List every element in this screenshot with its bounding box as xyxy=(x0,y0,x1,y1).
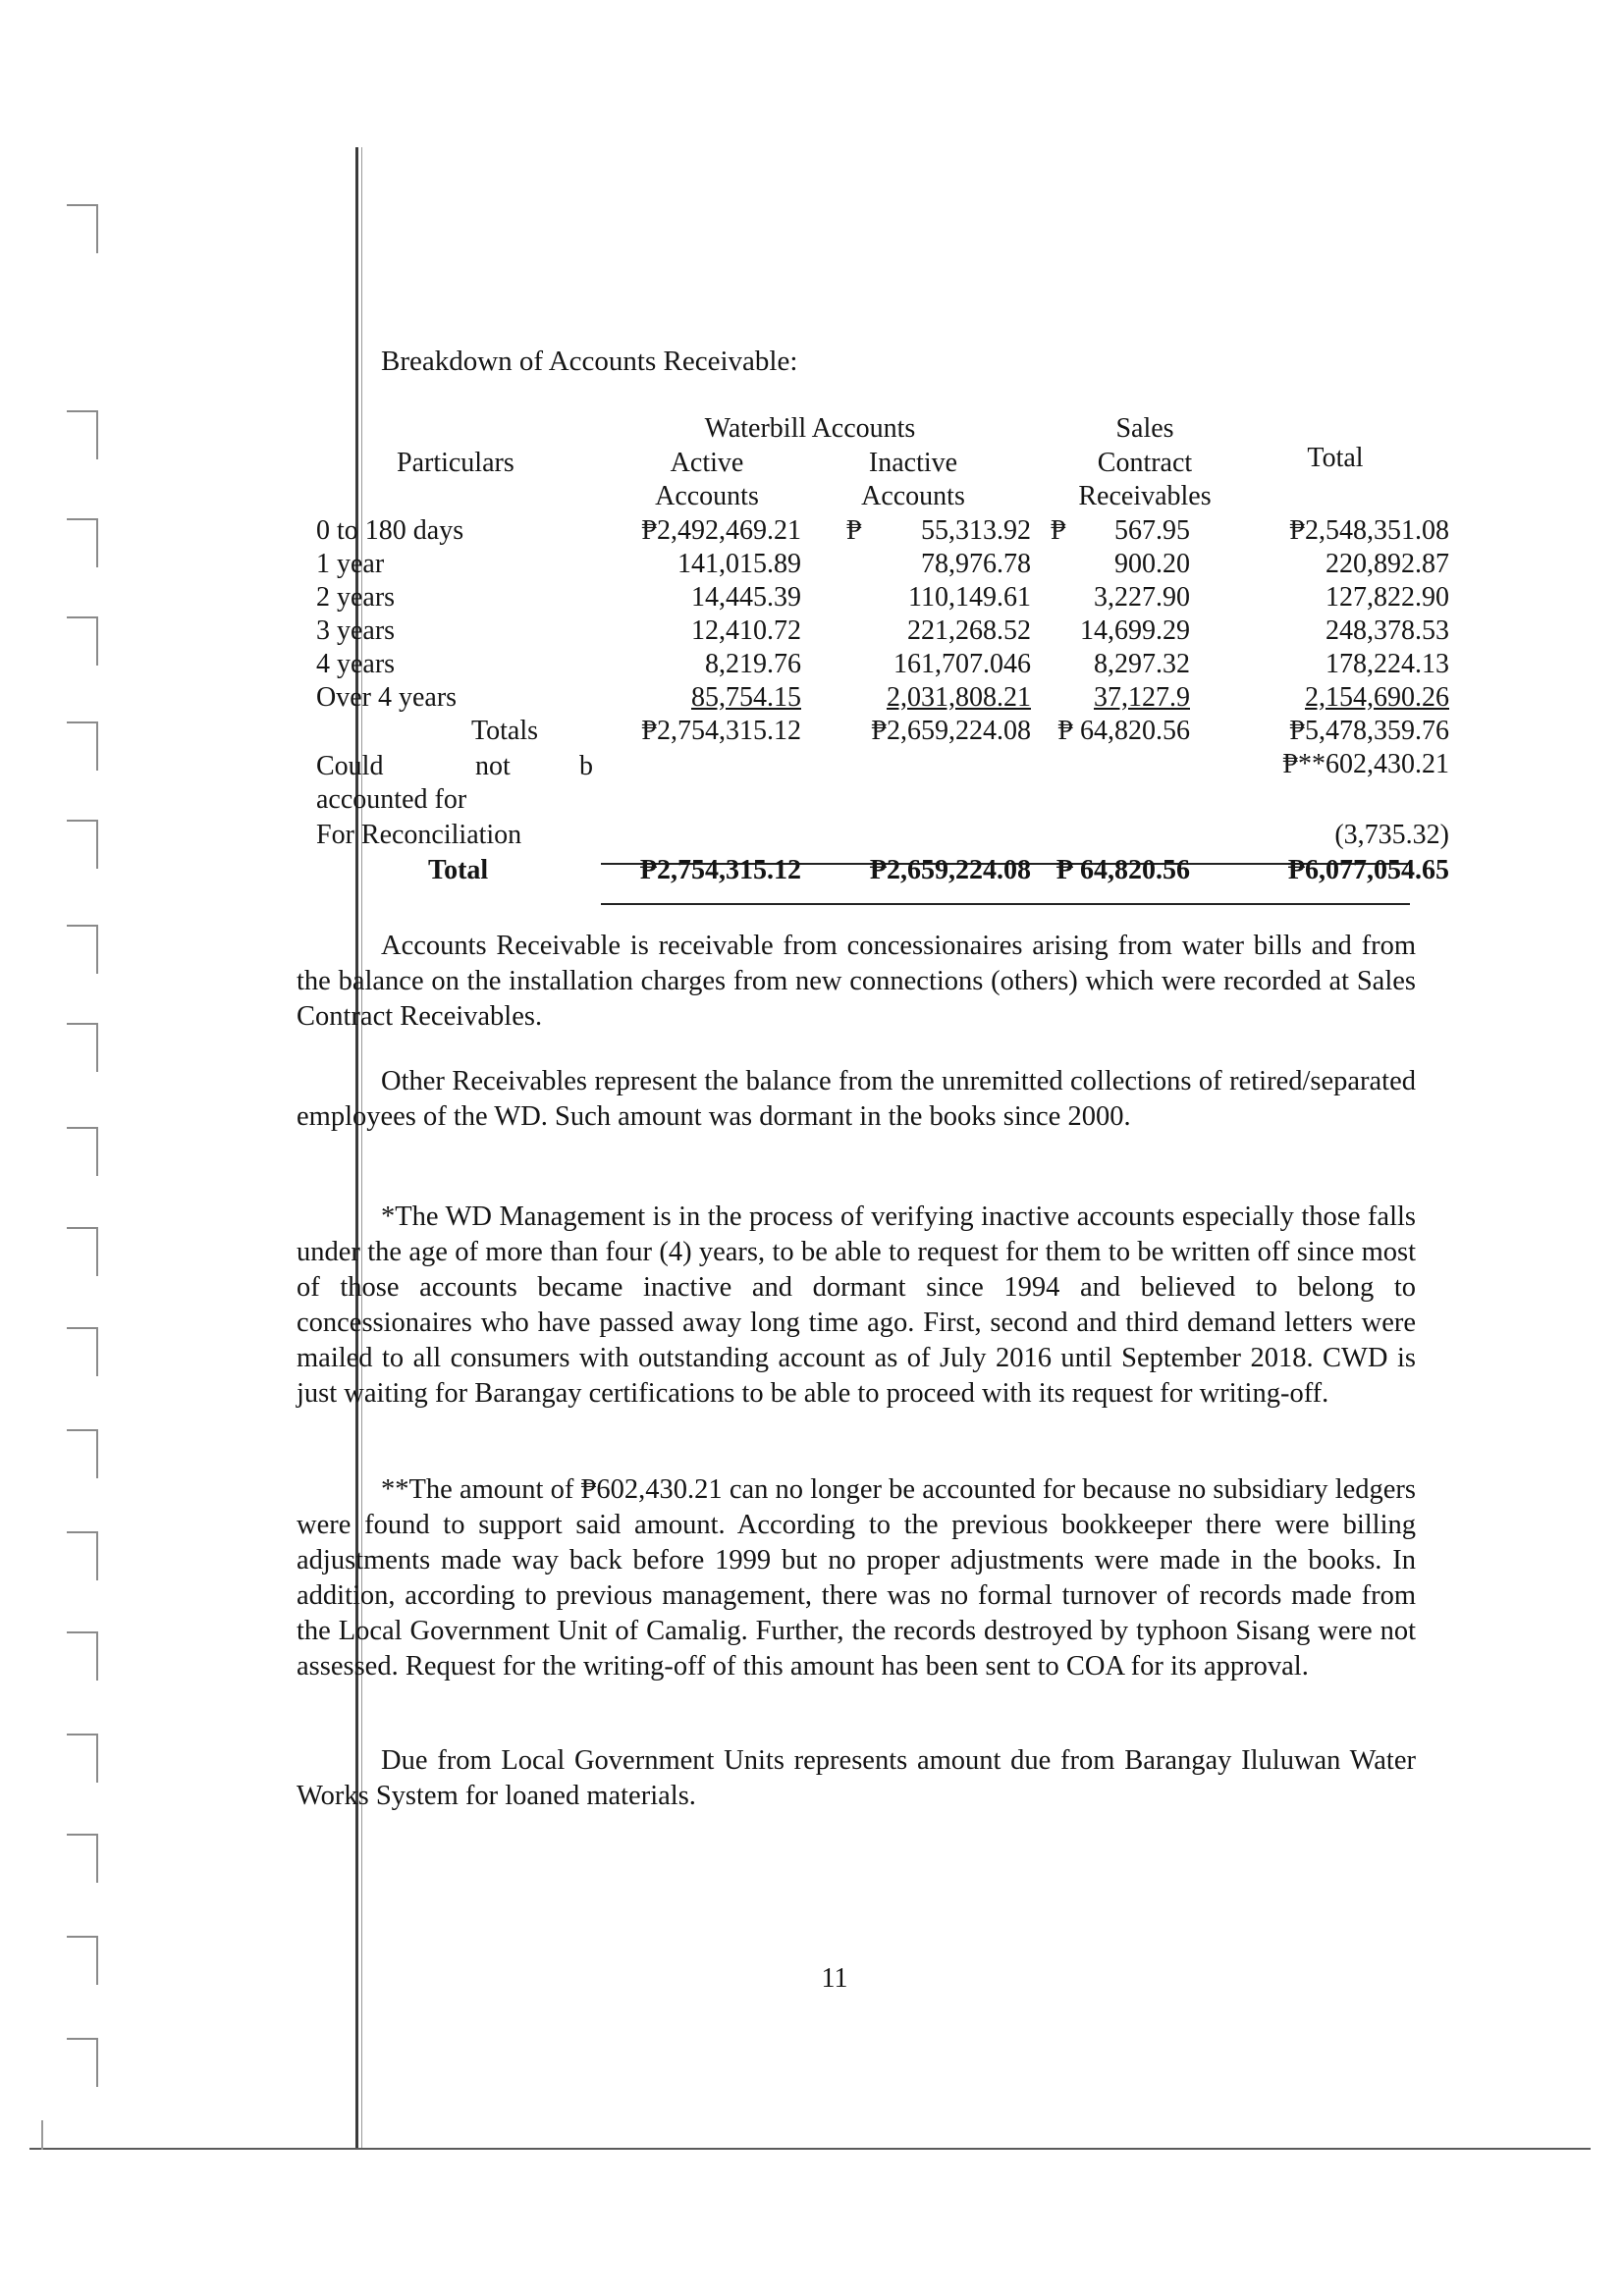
reconciliation-label: For Reconciliation xyxy=(316,820,522,850)
binder-mark xyxy=(67,1631,98,1681)
cell-total: 178,224.13 xyxy=(1325,649,1449,679)
binder-mark xyxy=(67,1936,98,1985)
cell-inactive: 221,268.52 xyxy=(907,615,1031,646)
paragraph-text: Accounts Receivable is receivable from concessionaires arising from water bills and from the balance on the installation charges from new connections (others) which were recorded at Sales Contract Receivables. xyxy=(297,931,1416,1032)
paragraph xyxy=(297,1472,1416,1684)
header-inactive-1: Inactive xyxy=(868,448,958,478)
binder-mark xyxy=(67,1429,98,1478)
cell-active: 8,219.76 xyxy=(705,649,801,679)
cell-sales: 900.20 xyxy=(1114,549,1190,579)
binder-mark xyxy=(67,204,98,253)
paragraph xyxy=(297,1200,1416,1412)
binder-mark xyxy=(67,1023,98,1072)
could-not-value: ₱**602,430.21 xyxy=(1282,749,1449,779)
binder-mark xyxy=(67,616,98,666)
cell-sales: 37,127.9 xyxy=(1094,682,1190,713)
scan-tick xyxy=(41,2120,43,2150)
peso-sign: ₱ xyxy=(846,515,862,546)
cell-total: 220,892.87 xyxy=(1325,549,1449,579)
could-not-label-b: not xyxy=(475,751,511,781)
binder-mark xyxy=(67,1327,98,1376)
cell-inactive: 78,976.78 xyxy=(921,549,1031,579)
section-heading: Breakdown of Accounts Receivable: xyxy=(381,346,798,377)
paragraph xyxy=(297,1743,1416,1814)
cell-active: ₱2,492,469.21 xyxy=(641,515,801,546)
binder-mark xyxy=(67,1734,98,1783)
binder-mark xyxy=(67,518,98,567)
cell-inactive: 161,707.046 xyxy=(893,649,1031,679)
scan-margin-line xyxy=(361,147,362,2150)
row-label: 4 years xyxy=(316,649,396,679)
could-not-label-d: accounted for xyxy=(316,784,467,815)
paragraph-text: Due from Local Government Units represents amount due from Barangay Iluluwan Water Works System for loaned materials. xyxy=(297,1745,1416,1811)
grand-total-inactive: ₱2,659,224.08 xyxy=(869,855,1031,885)
cell-total: 2,154,690.26 xyxy=(1305,682,1449,713)
totals-label: Totals xyxy=(471,716,539,746)
header-active-2: Accounts xyxy=(655,481,759,511)
binder-mark xyxy=(67,410,98,459)
scan-bottom-line xyxy=(29,2148,1591,2150)
row-label: 0 to 180 days xyxy=(316,515,464,546)
cell-total: 127,822.90 xyxy=(1325,582,1449,613)
totals-sales: ₱ 64,820.56 xyxy=(1057,716,1190,746)
header-sales-3: Receivables xyxy=(1078,481,1212,511)
cell-active: 85,754.15 xyxy=(691,682,801,713)
cell-total: ₱2,548,351.08 xyxy=(1289,515,1449,546)
binder-mark xyxy=(67,1531,98,1580)
total-rule-bottom xyxy=(601,903,1410,905)
grand-total-active: ₱2,754,315.12 xyxy=(639,855,801,885)
grand-total-sales: ₱ 64,820.56 xyxy=(1055,855,1190,885)
paragraph xyxy=(297,929,1416,1035)
header-sales-2: Contract xyxy=(1097,448,1193,478)
cell-sales: 3,227.90 xyxy=(1094,582,1190,613)
cell-sales: 14,699.29 xyxy=(1080,615,1190,646)
row-label: Over 4 years xyxy=(316,682,458,713)
header-particulars: Particulars xyxy=(397,448,514,478)
paragraph-text: **The amount of ₱602,430.21 can no longer be accounted for because no subsidiary ledgers were found to support said amount. According to the previous bookkeeper there were billing adjustments made way back before 1999 but no proper adjustments were made in the books. In addition, according to previous management, there was no formal turnover of records made from the Local Government Unit of Camalig. Further, the records destroyed by typhoon Sisang were not assessed. Request for the writing-off of this amount has been sent to COA for its approval. xyxy=(297,1474,1416,1682)
peso-sign: ₱ xyxy=(1051,515,1066,546)
binder-mark xyxy=(67,925,98,974)
cell-inactive: 55,313.92 xyxy=(921,515,1031,546)
binder-mark xyxy=(67,1127,98,1176)
header-inactive-2: Accounts xyxy=(861,481,965,511)
cell-sales: 567.95 xyxy=(1114,515,1190,546)
cell-active: 141,015.89 xyxy=(677,549,801,579)
binder-mark xyxy=(67,1834,98,1883)
paragraph-text: *The WD Management is in the process of verifying inactive accounts especially those falls under the age of more than four (4) years, to be able to request for them to be written off since most of those accounts became inactive and dormant since 1994 and believed to belong to concessionaires who have passed away long time ago. First, second and third demand letters were mailed to all consumers with outstanding account as of July 2016 until September 2018. CWD is just waiting for Barangay certifications to be able to proceed with its request for writing-off. xyxy=(297,1201,1416,1409)
page-number: 11 xyxy=(821,1963,848,1994)
could-not-label-a: Could xyxy=(316,751,384,781)
binder-mark xyxy=(67,721,98,771)
reconciliation-value: (3,735.32) xyxy=(1334,820,1449,850)
paragraph xyxy=(297,1064,1416,1135)
totals-total: ₱5,478,359.76 xyxy=(1289,716,1449,746)
scan-margin-line xyxy=(355,147,358,2150)
totals-inactive: ₱2,659,224.08 xyxy=(871,716,1031,746)
grand-total-label: Total xyxy=(428,855,489,885)
cell-inactive: 2,031,808.21 xyxy=(887,682,1031,713)
cell-sales: 8,297.32 xyxy=(1094,649,1190,679)
row-label: 2 years xyxy=(316,582,396,613)
paragraph-text: Other Receivables represent the balance from the unremitted collections of retired/separated employees of the WD. Such amount was dormant in the books since 2000. xyxy=(297,1066,1416,1132)
header-waterbill: Waterbill Accounts xyxy=(704,413,916,444)
cell-active: 14,445.39 xyxy=(691,582,801,613)
cell-inactive: 110,149.61 xyxy=(908,582,1031,613)
cell-active: 12,410.72 xyxy=(691,615,801,646)
header-total: Total xyxy=(1307,443,1364,473)
binder-mark xyxy=(67,820,98,869)
cell-total: 248,378.53 xyxy=(1325,615,1449,646)
binder-mark xyxy=(67,2038,98,2087)
header-active-1: Active xyxy=(670,448,744,478)
grand-total-total: ₱6,077,054.65 xyxy=(1287,855,1449,885)
row-label: 3 years xyxy=(316,615,396,646)
totals-active: ₱2,754,315.12 xyxy=(641,716,801,746)
could-not-label-c: b xyxy=(579,751,593,781)
binder-mark xyxy=(67,1227,98,1276)
header-sales-1: Sales xyxy=(1115,413,1174,444)
row-label: 1 year xyxy=(316,549,385,579)
